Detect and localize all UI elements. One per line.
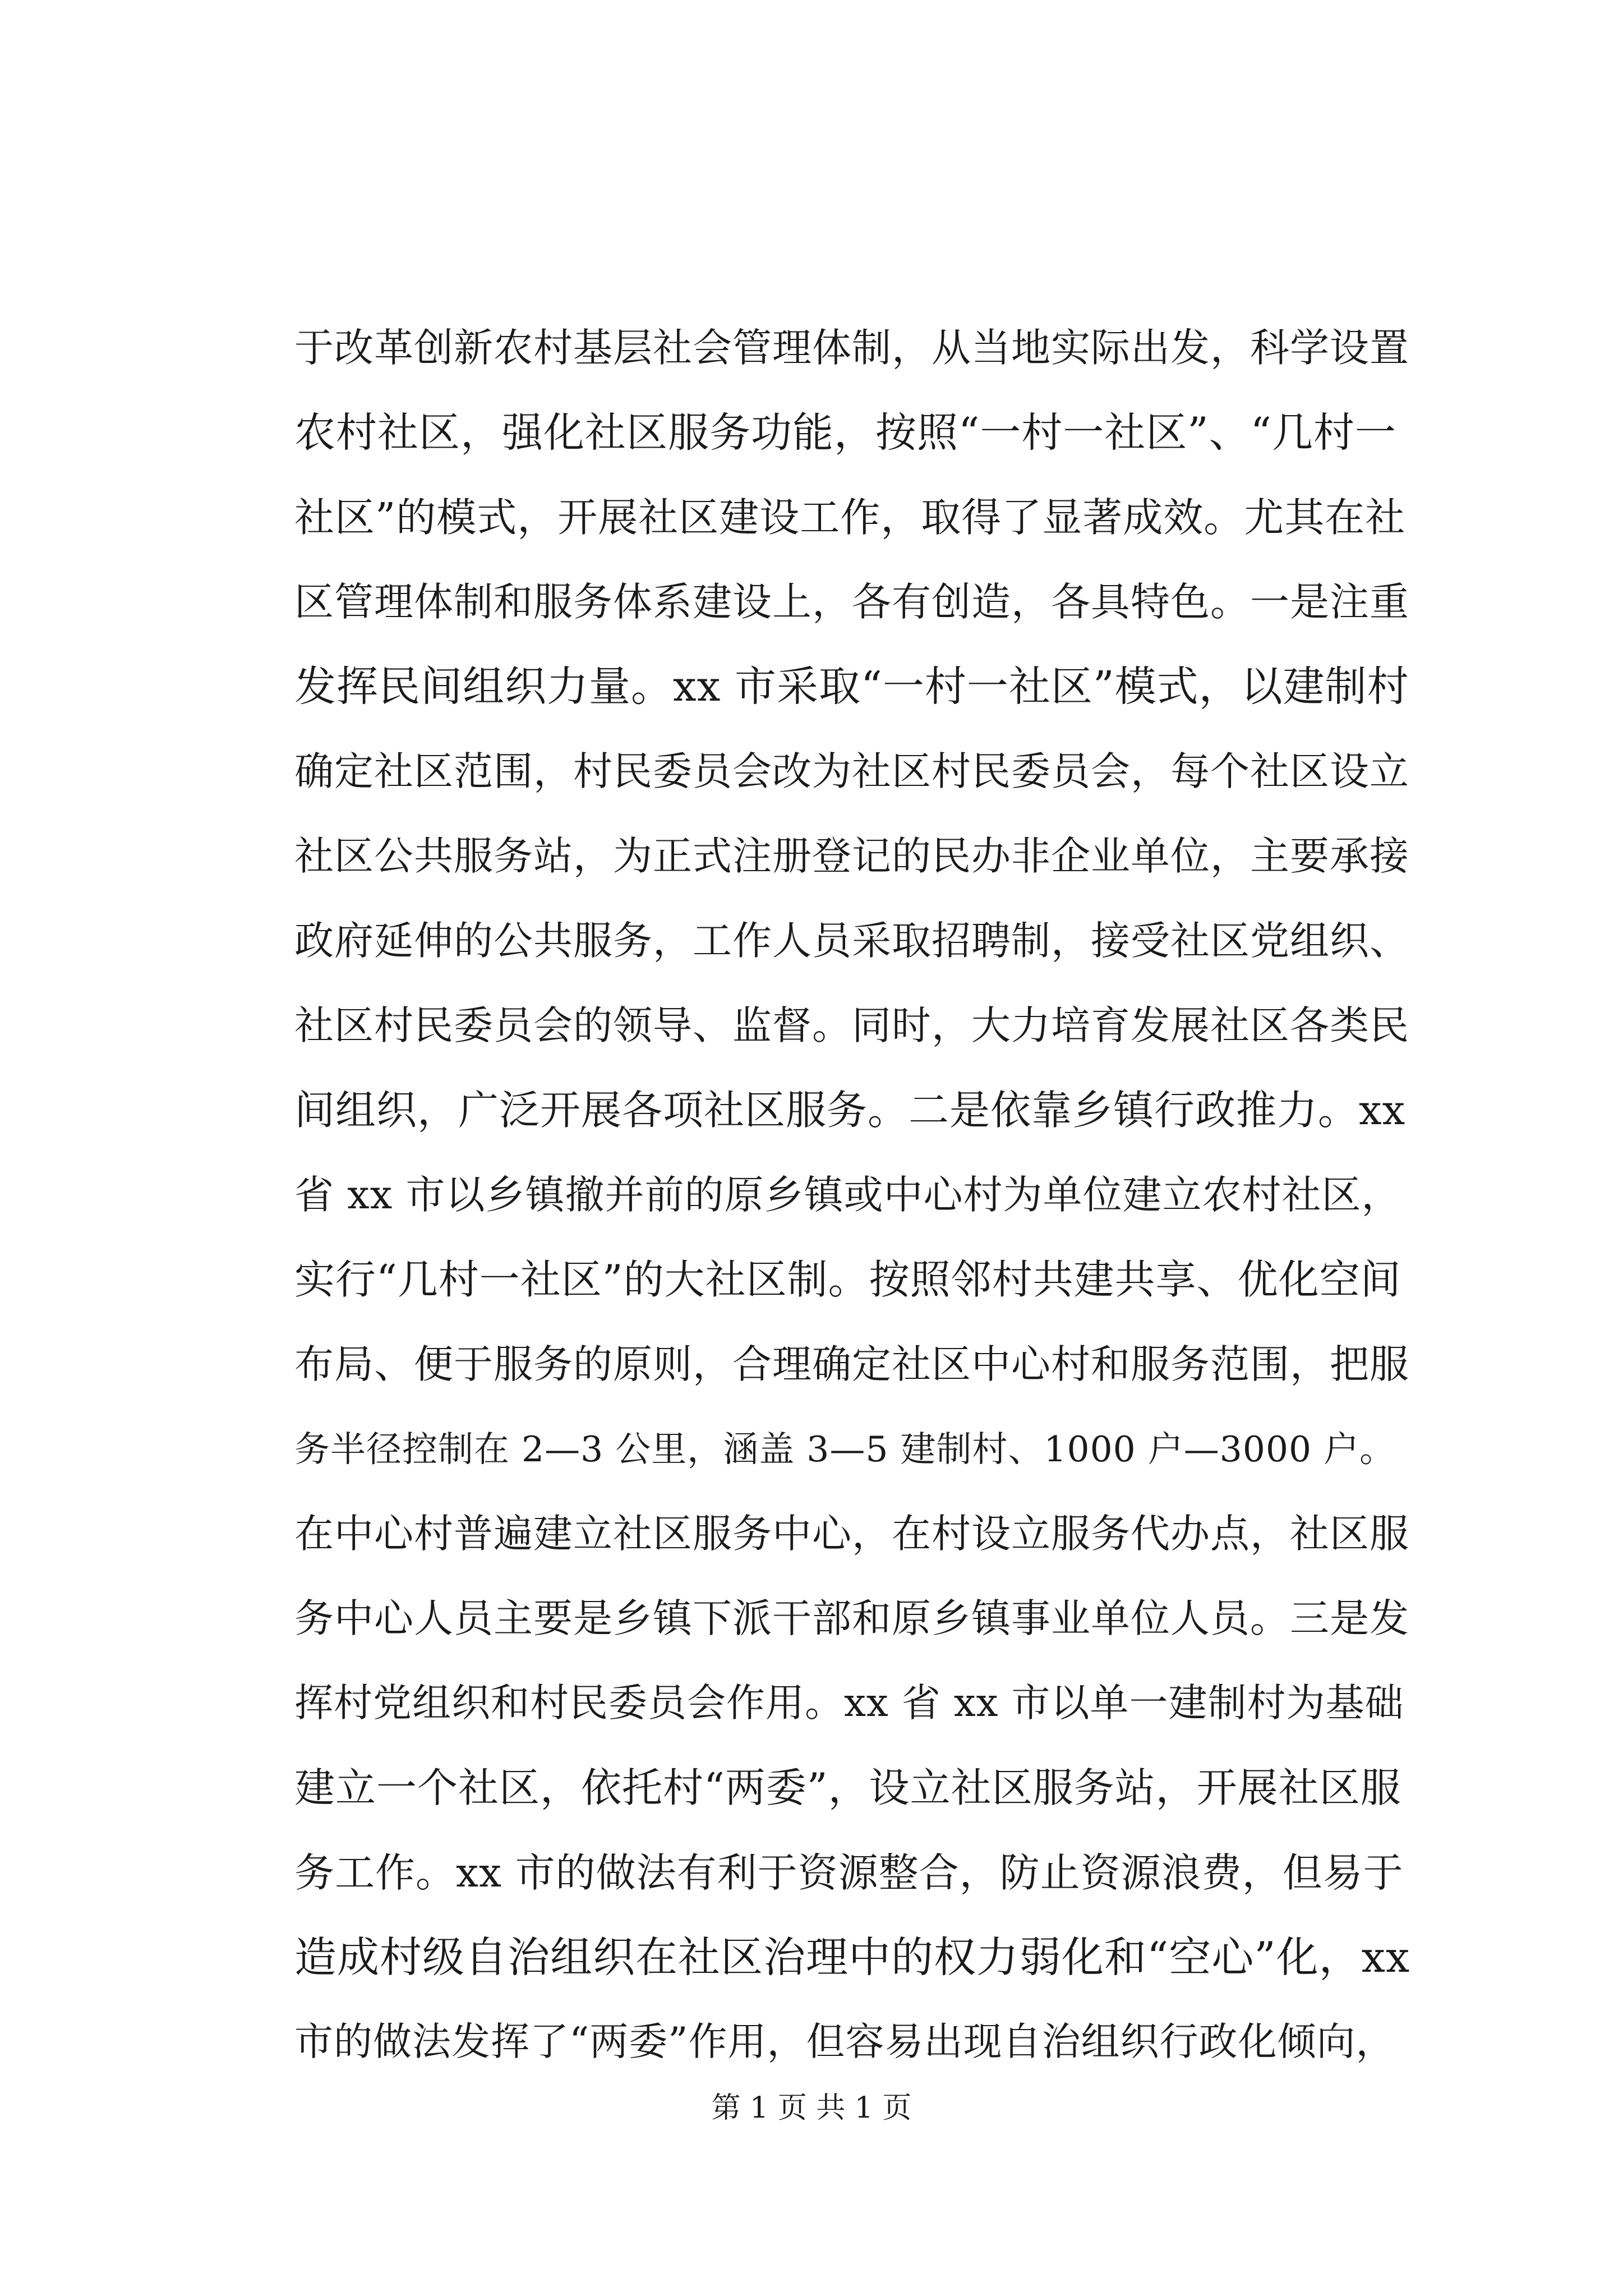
text-line: 在中心村普遍建立社区服务中心，在村设立服务代办点，社区服	[294, 1511, 1409, 1557]
page-number-footer: 第 1 页 共 1 页	[711, 2091, 912, 2125]
text-line: 实行“几村一社区”的大社区制。按照邻村共建共享、优化空间	[294, 1256, 1401, 1303]
text-line: 务工作。xx 市的做法有利于资源整合，防止资源浪费，但易于	[294, 1849, 1404, 1896]
text-line: 确定社区范围，村民委员会改为社区村民委员会，每个社区设立	[294, 748, 1409, 794]
text-line: 挥村党组织和村民委员会作用。xx 省 xx 市以单一建制村为基础	[294, 1681, 1404, 1726]
text-line: 发挥民间组织力量。xx 市采取“一村一社区”模式，以建制村	[294, 662, 1409, 711]
text-line: 社区公共服务站，为正式注册登记的民办非企业单位，主要承接	[294, 833, 1409, 879]
text-line: 造成村级自治组织在社区治理中的权力弱化和“空心”化，xx	[294, 1932, 1410, 1982]
text-line: 市的做法发挥了“两委”作用，但容易出现自治组织行政化倾向，	[294, 2019, 1395, 2064]
text-line: 农村社区，强化社区服务功能，按照“一村一社区”、“几村一	[294, 409, 1396, 457]
text-line: 社区村民委员会的领导、监督。同时，大力培育发展社区各类民	[294, 1002, 1409, 1048]
text-line: 省 xx 市以乡镇撤并前的原乡镇或中心村为单位建立农村社区，	[294, 1172, 1401, 1218]
text-line: 社区”的模式，开展社区建设工作，取得了显著成效。尤其在社	[294, 494, 1406, 541]
text-line: 务半径控制在 2—3 公里，涵盖 3—5 建制村、1000 户—3000 户。	[294, 1429, 1396, 1470]
text-line: 于改革创新农村基层社会管理体制，从当地实际出发，科学设置	[294, 325, 1409, 371]
body-text	[294, 306, 1410, 2085]
text-line: 布局、便于服务的原则，合理确定社区中心村和服务范围，把服	[294, 1341, 1409, 1387]
text-line: 务中心人员主要是乡镇下派干部和原乡镇事业单位人员。三是发	[294, 1595, 1409, 1641]
text-line: 政府延伸的公共服务，工作人员采取招聘制，接受社区党组织、	[294, 918, 1409, 964]
text-line: 区管理体制和服务体系建设上，各有创造，各具特色。一是注重	[294, 579, 1409, 625]
text-line: 间组织，广泛开展各项社区服务。二是依靠乡镇行政推力。xx	[294, 1087, 1406, 1134]
text-line: 建立一个社区，依托村“两委”，设立社区服务站，开展社区服	[294, 1764, 1401, 1811]
